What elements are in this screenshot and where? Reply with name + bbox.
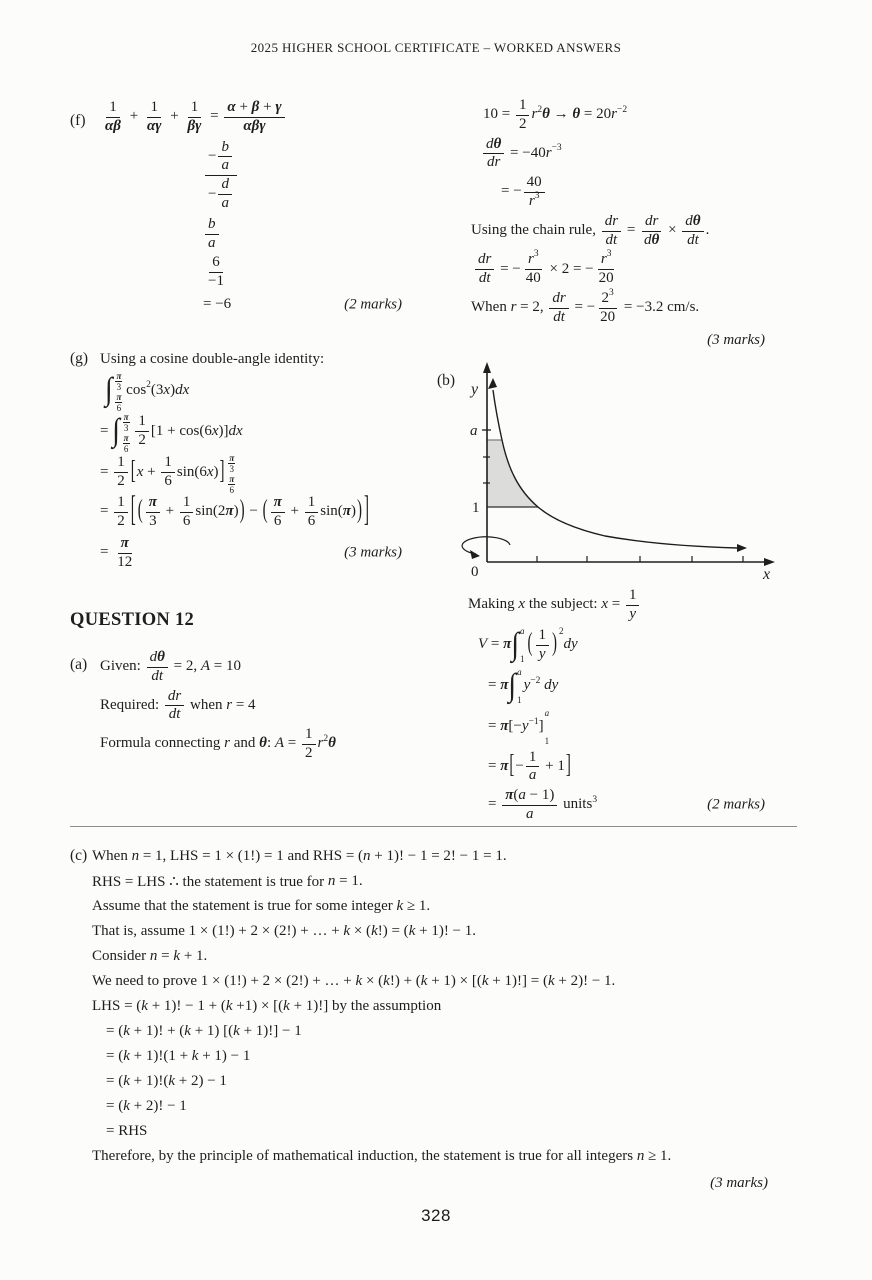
equation-line: Using the chain rule, $\frac{dr}{dt}$ = dr d θ × d θ dt . (471, 212, 710, 248)
proof-line: That is, assume 1 × (1!) + 2 × (2!) + … + k × ( k !) = ( k + 1)! − 1. (92, 923, 477, 939)
volume-graph (440, 360, 785, 588)
marks-label: (2 marks) (344, 296, 402, 313)
tick-label-1: 1 (472, 500, 480, 516)
part-g-section (70, 349, 402, 576)
x-axis-label: x (763, 566, 771, 583)
part-f-working (100, 99, 402, 317)
equation-line: Formula connecting r and θ : A = $\frac{1}{2}$ r 2 θ (100, 726, 336, 761)
equation-line: = ∫ $\frac{\pi}{3}$ $\frac{\pi}{6}$ $\frac{1}{2}$ [1 + cos(6 x )] dx (100, 412, 243, 455)
rates-working-section (465, 94, 765, 349)
marks-label: (3 marks) (344, 544, 402, 561)
part-c-section (70, 844, 800, 1192)
page-number: 328 (421, 1206, 451, 1225)
equation-line: (2 marks) = −6 (203, 296, 402, 313)
proof-line: RHS = LHS ∴ the statement is true for n = 1. (92, 873, 363, 890)
part-b-label: (b) (437, 372, 456, 389)
proof-line: Therefore, by the principle of mathematical induction, the statement is true for all integers n ≥ 1. (92, 1148, 672, 1164)
proof-line: We need to prove 1 × (1!) + 2 × (2!) + … + k × ( k !) + ( k + 1) × [( k + 1)!] = ( k + 2)! − 1. (92, 973, 616, 989)
part-b-working-section (465, 584, 765, 826)
proof-line: = ( k + 1)!(1 + k + 1) − 1 (106, 1048, 251, 1064)
x-axis-arrow (764, 558, 775, 566)
equation-line: (2 marks) = π ( a − 1) a units 3 (488, 787, 765, 822)
equation-line: = − 40 r 3 (465, 174, 765, 210)
tick-label-a: a (470, 423, 478, 439)
proof-line: When n = 1, LHS = 1 × (1!) = 1 and RHS = ( n + 1)! − 1 = 2! − 1 = 1. (92, 848, 507, 864)
equation-line: $\frac{dr}{dt}$ = − r 3 40 × 2 = − r 3 20 (465, 251, 765, 287)
equation-line: = π ∫ a 1 y −2 dy (488, 666, 559, 705)
proof-line: = ( k + 2)! − 1 (106, 1098, 187, 1114)
equation-line: Making x the subject: x = $\frac{1}{y}$ (465, 587, 765, 623)
equation-line: $\frac{6}{-1}$ (208, 254, 224, 290)
equation-line: Given: d θ dt = 2, A = 10 (100, 649, 241, 684)
y-axis-arrow (483, 362, 491, 373)
curve-right-arrow (737, 544, 747, 552)
proof-line: Consider n = k + 1. (92, 948, 208, 964)
rotation-arrowhead (470, 550, 480, 559)
equation-line: $\frac{1}{\alpha\beta}$ + $\frac{1}{\alpha\gamma}$ + $\frac{1}{\beta\gamma}$ = α + β + γ αβγ (100, 99, 402, 135)
equation-line: ∫ $\frac{\pi}{3}$ $\frac{\pi}{6}$ cos 2 (3 x ) dx (105, 371, 190, 414)
part-a-section (70, 646, 430, 765)
part-g-working (100, 351, 402, 573)
part-f-label: (f) (70, 112, 86, 129)
part-g-label: (g) (70, 350, 89, 367)
equation-line: − $\frac{b}{a}$ − $\frac{d}{a}$ (100, 139, 402, 212)
equation-line: Required: $\frac{dr}{dt}$ when r = 4 (100, 687, 256, 723)
page-title: 2025 HIGHER SCHOOL CERTIFICATE – WORKED ANSWERS (250, 40, 622, 55)
section-divider (70, 826, 797, 827)
proof-line: Assume that the statement is true for some integer k ≥ 1. (92, 898, 431, 914)
marks-label: (3 marks) (707, 331, 765, 348)
part-f-section (70, 96, 402, 320)
question-12-section (70, 610, 194, 631)
equation-line: 10 = $\frac{1}{2}$ r 2 θ → θ = 20 r −2 (483, 97, 628, 132)
equation-line: = $\frac{1}{2}$ [ x + $\frac{1}{6}$ sin(6 x ) ] $\frac{\pi}{3}$ $\frac{\pi}{6}$ (100, 453, 235, 496)
part-c-label: (c) (70, 847, 88, 864)
equation-line: $\frac{b}{a}$ (100, 216, 402, 252)
curve-top-arrow (488, 378, 497, 389)
proof-line: = ( k + 1)!( k + 2) − 1 (106, 1073, 227, 1089)
marks-label: (2 marks) (707, 796, 765, 813)
rotation-ellipse (462, 537, 510, 554)
equation-line: (3 marks) = $\frac{\pi}{12}$ (100, 534, 402, 570)
proof-line: = RHS (106, 1123, 148, 1139)
hyperbola-curve (493, 390, 738, 548)
equation-line: d θ dr = −40 r −3 (465, 136, 765, 172)
proof-line: LHS = ( k + 1)! − 1 + ( k +1) × [( k + 1)!] by the assumption (92, 998, 442, 1014)
y-axis-label: y (471, 381, 479, 398)
part-a-label: (a) (70, 656, 88, 673)
equation-line: V = π ∫ a 1 ( $\frac{1}{y}$ ) 2 dy (478, 625, 578, 664)
part-g-intro: Using a cosine double-angle identity: (100, 351, 325, 367)
part-a-working (100, 649, 430, 762)
origin-label: 0 (471, 564, 479, 580)
equation-line: = π [− y −1 ] a 1 (488, 707, 550, 746)
equation-line: = π [ − $\frac{1}{a}$ + 1 ] (488, 748, 571, 784)
equation-line: = $\frac{1}{2}$ [ ( $\frac{\pi}{3}$ + $\frac{1}{6}$ sin(2 π ) ) − ( $\frac{\pi}{6}$ + $\frac{1}{6}$ sin( π ) ) ] (100, 491, 369, 530)
proof-line: = ( k + 1)! + ( k + 1) [( k + 1)!] − 1 (106, 1023, 302, 1039)
question-12-heading: QUESTION 12 (70, 610, 195, 630)
equation-line: When r = 2, $\frac{dr}{dt}$ = − 2 3 20 = −3.2 cm/s. (471, 288, 700, 325)
part-b-graph-section (437, 360, 787, 590)
marks-label: (3 marks) (710, 1175, 768, 1191)
